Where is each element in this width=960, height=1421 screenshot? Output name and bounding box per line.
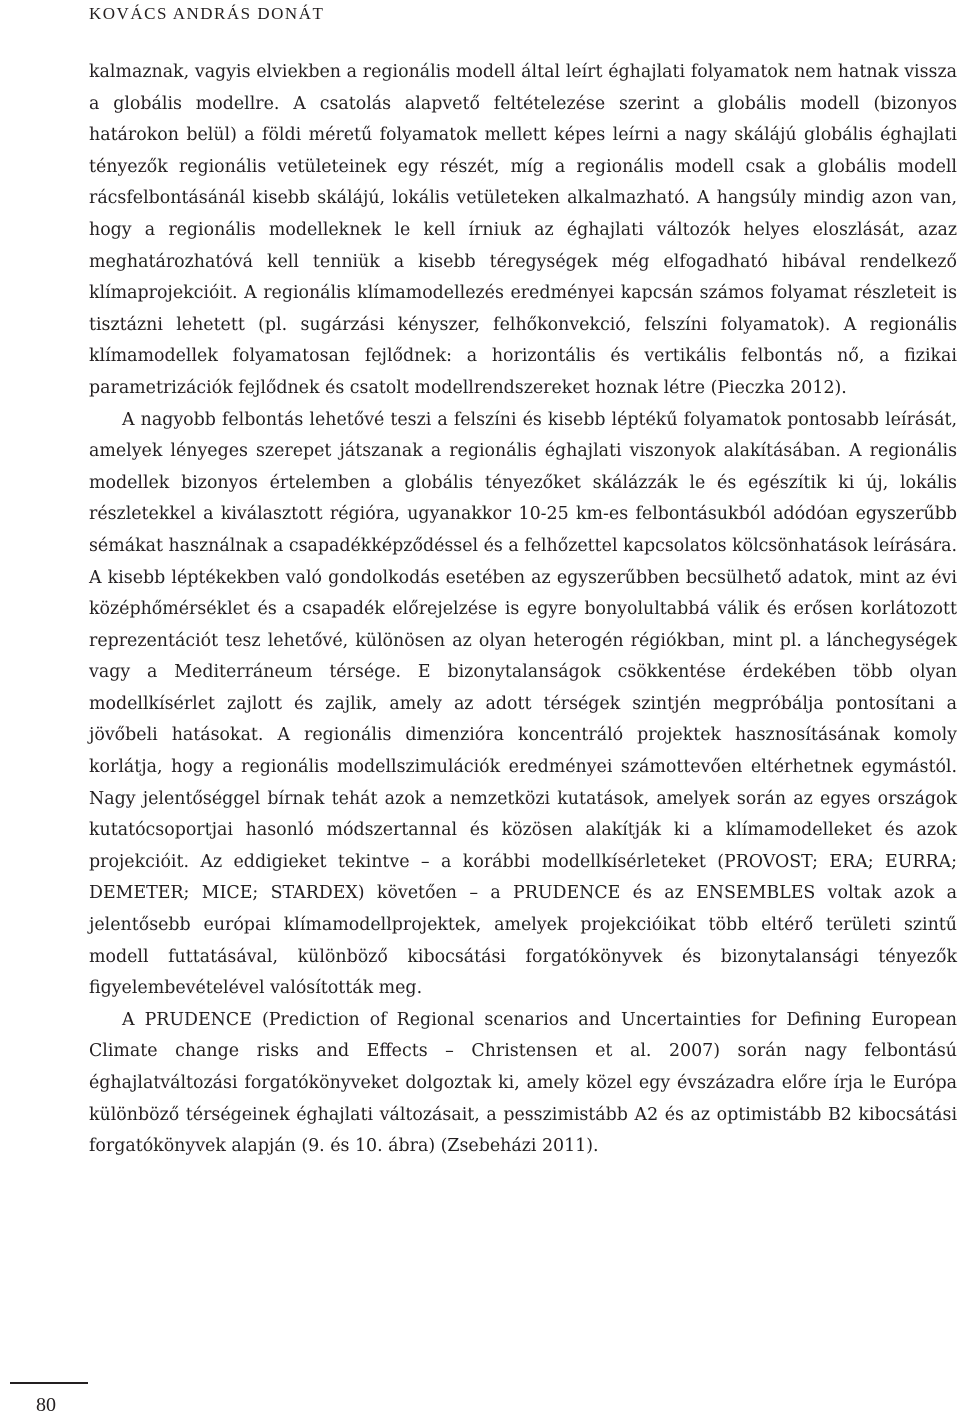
- paragraph-resolution: A nagyobb felbontás lehetővé teszi a felszíni és kisebb léptékű folyamatok pontosabb leírását, amelyek lényeges szerepet játszanak a regionális éghajlati viszonyok alakításában. A regionális modellek bizonyos értelemben a globális tényezőket skálázzák le és egészítik ki új, lokális részletekkel a kiválasztott régióra, ugyanakkor 10-25 km-es felbontásukból adódóan egyszerűbb sémákat használnak a csapadékképződéssel és a felhőzettel kapcsolatos kölcsönhatások leírására. A kisebb léptékekben való gondolkodás esetében az egyszerűbben becsülhető adatok, mint az évi középhőmérséklet és a csapadék előrejelzése is egyre bonyolultabbá válik és erősen korlátozott reprezentációt tesz lehetővé, különösen az olyan heterogén régiókban, mint pl. a lánchegységek vagy a Mediterráneum térsége. E bizonytalanságok csökkentése érdekében több olyan modellkísérlet zajlott és zajlik, amely az adott térségek szintjén megpróbálja pontosítani a jövőbeli hatásokat. A regionális dimenzióra koncentráló projektek hasznosításának komoly korlátja, hogy a regionális modellszimulációk eredményei számottevően eltérhetnek egymástól. Nagy jelentőséggel bírnak tehát azok a nemzetközi kutatások, amelyek során az egyes országok kutatócsoportjai hasonló módszertannal és közösen alakítják ki a klímamodelleket és azok projekcióit. Az eddigieket tekintve – a korábbi modellkísérleteket (PROVOST; ERA; EURRA; DEMETER; MICE; STARDEX) követően – a PRUDENCE és az ENSEMBLES voltak azok a jelentősebb európai klímamodellprojektek, amelyek projekcióikat több eltérő területi szintű modell futtatásával, különböző kibocsátási forgatókönyvek és bizonytalansági tényezők figyelembevételével valósították meg.: [89, 409, 957, 999]
- paragraph-prudence: A PRUDENCE (Prediction of Regional scenarios and Uncertainties for Defining European Climate change risks and Effects – Christensen et al. 2007) során nagy felbontású éghajlatváltozási forgatókönyveket dolgoztak ki, amely közel egy évszázadra előre írja le Európa különböző térségeinek éghajlati változásait, a pesszimistább A2 és az optimistább B2 kibocsátási forgatókönyvek alapján (9. és 10. ábra) (Zsebeházi 2011).: [89, 1009, 957, 1157]
- article-body: [89, 57, 957, 1163]
- paragraph-continuation: kalmaznak, vagyis elviekben a regionális modell által leírt éghajlati folyamatok nem hatnak vissza a globális modellre. A csatolás alapvető feltételezése szerint a globális modell (bizonyos határokon belül) a földi méretű folyamatok mellett képes leírni a nagy skálájú globális éghajlati tényezők regionális vetületeinek egy részét, míg a regionális modell csak a globális modell rácsfelbontásánál kisebb skálájú, lokális vetületeken alkalmazható. A hangsúly mindig azon van, hogy a regionális modelleknek le kell írniuk az éghajlati változók helyes eloszlását, azaz meghatározhatóvá kell tenniük a kisebb téregységek még elfogadható hibával rendelkező klímaprojekcióit. A regionális klímamodellezés eredményei kapcsán számos folyamat részleteit is tisztázni lehetett (pl. sugárzási kényszer, felhőkonvekció, felszíni folyamatok). A regionális klímamodellek folyamatosan fejlődnek: a horizontális és vertikális felbontás nő, a fizikai parametrizációk fejlődnek és csatolt modellrendszereket hoznak létre (Pieczka 2012).: [89, 62, 957, 398]
- page-number-rule: [10, 1382, 88, 1384]
- running-head-author: KOVÁCS ANDRÁS DONÁT: [89, 4, 325, 23]
- page-number: 80: [36, 1394, 56, 1416]
